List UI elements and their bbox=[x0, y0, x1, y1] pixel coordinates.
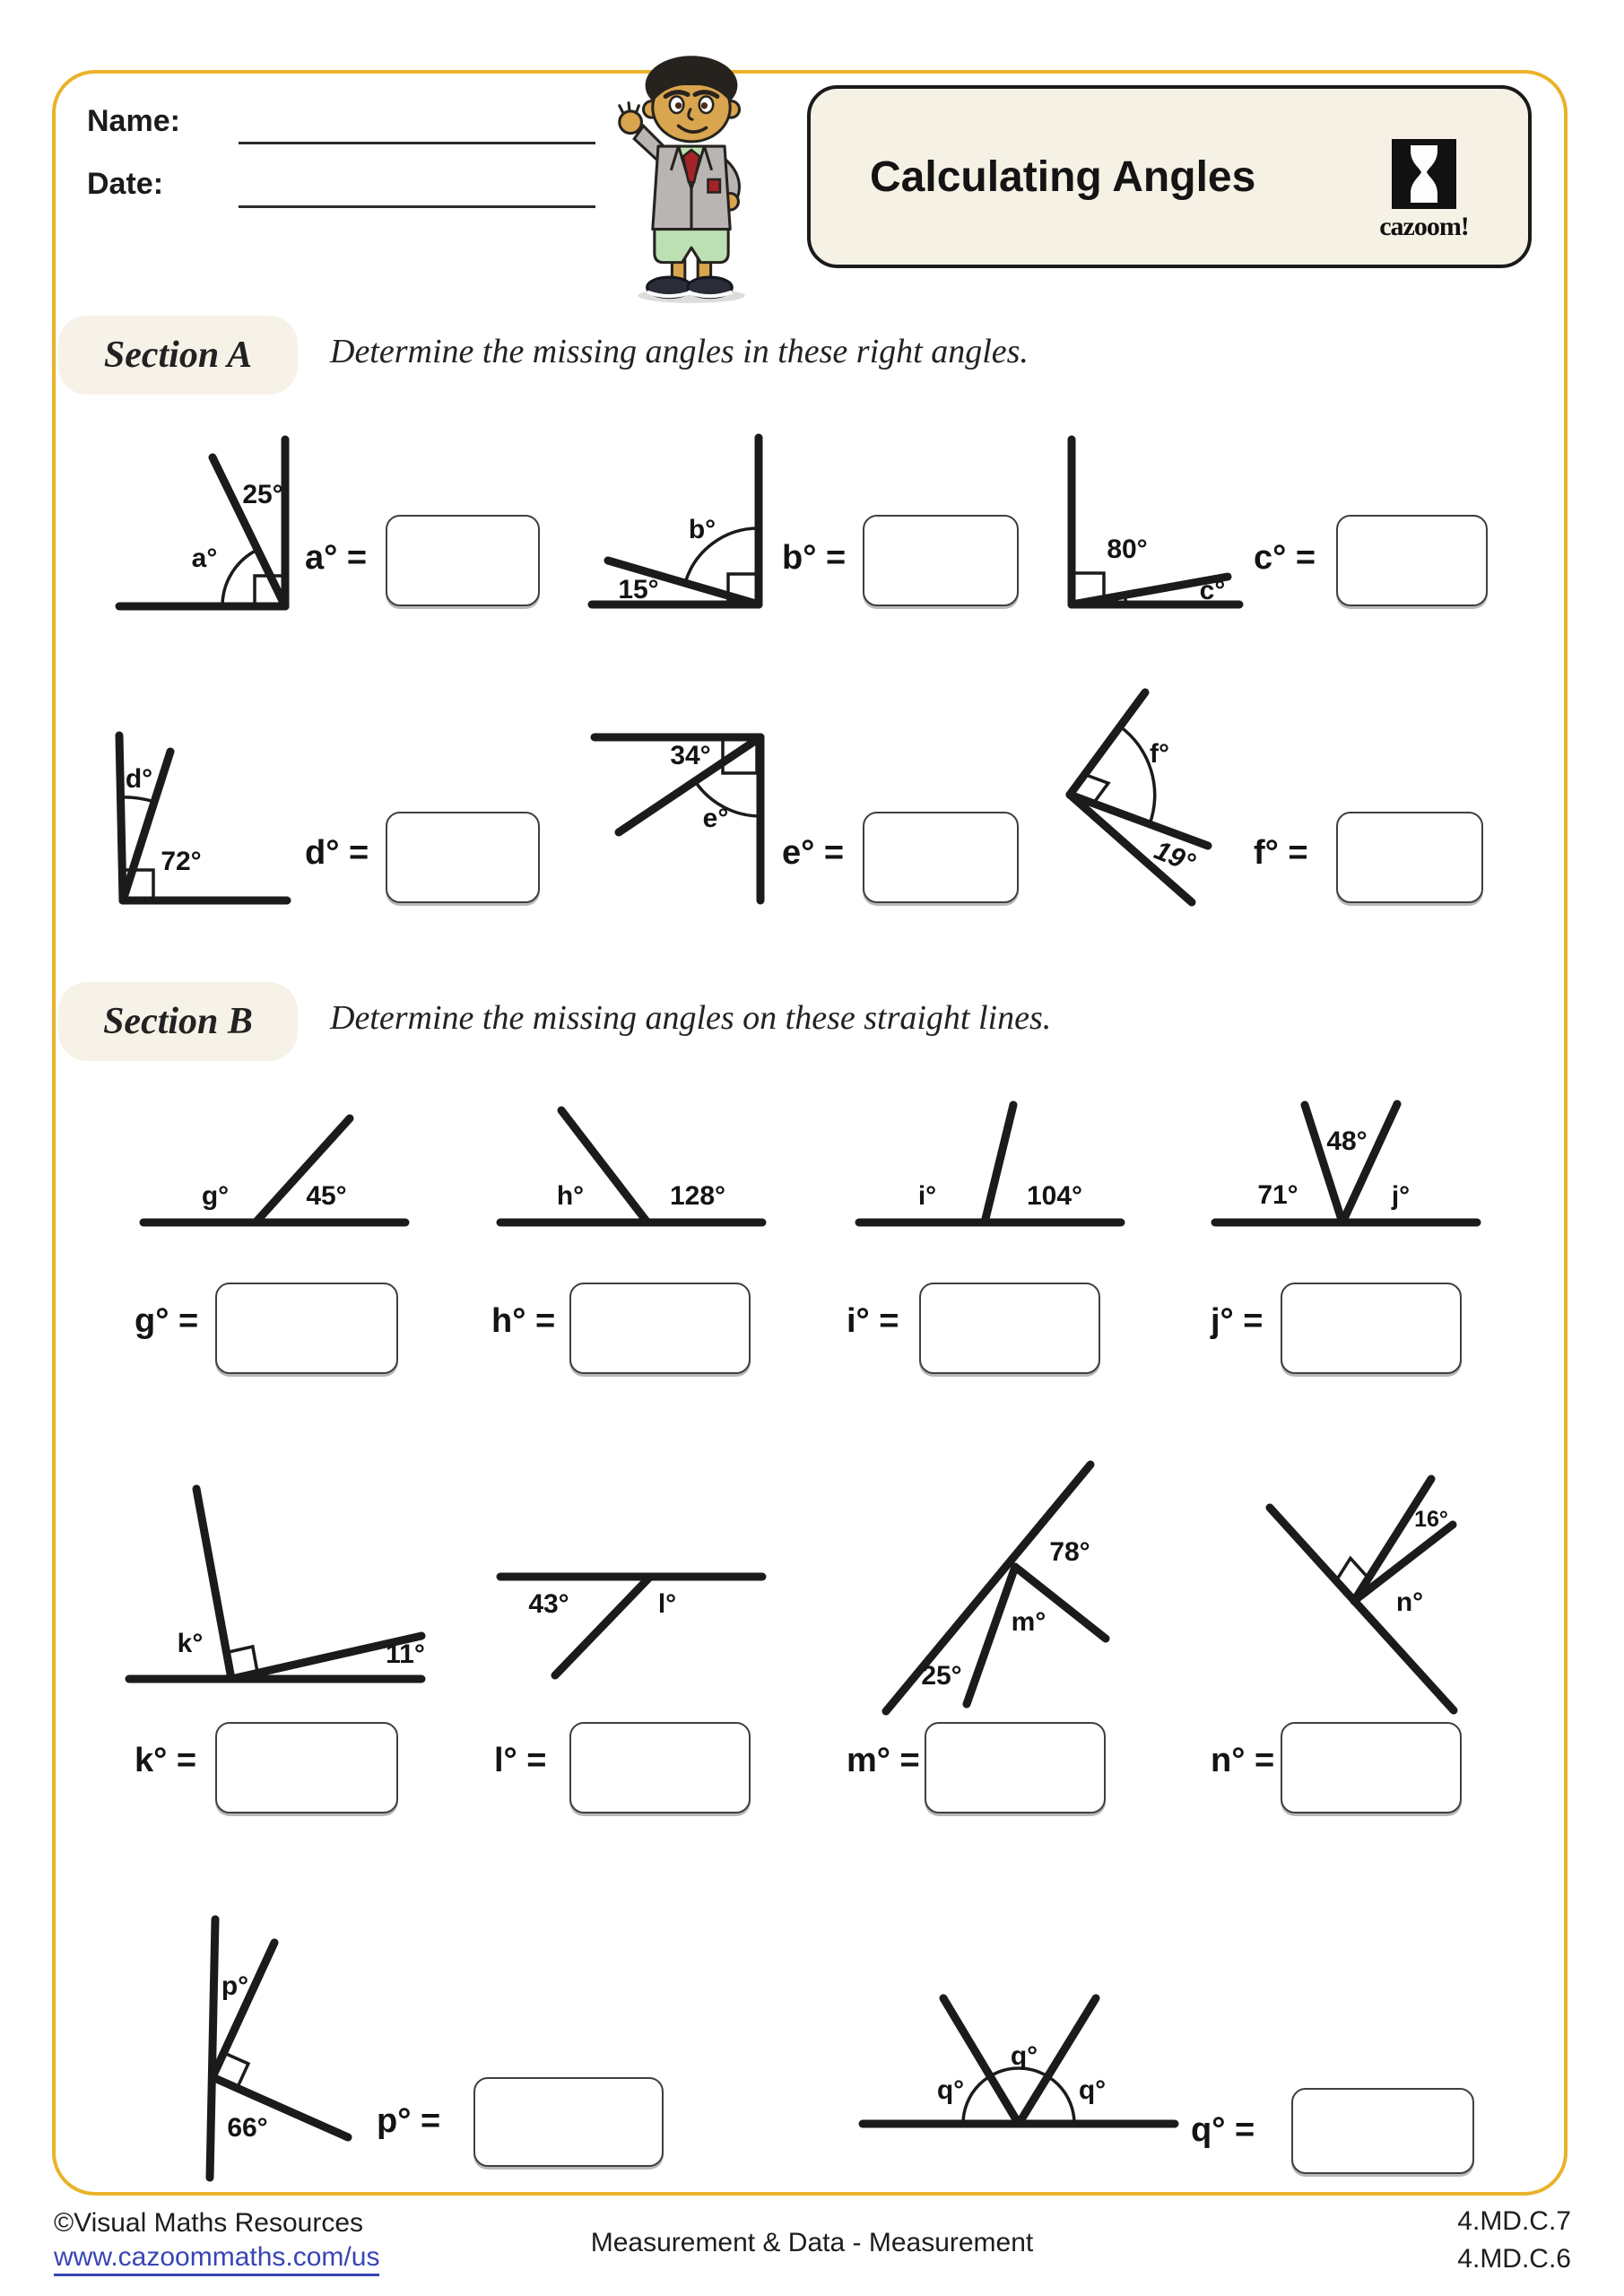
angle-value-label: 78° bbox=[1049, 1537, 1090, 1567]
section-a-instruction: Determine the missing angles in these right angles. bbox=[330, 333, 1029, 370]
unknown-angle-label: q° bbox=[1010, 2041, 1038, 2071]
answer-box-g[interactable] bbox=[215, 1283, 398, 1374]
unknown-angle-label: d° bbox=[125, 764, 153, 794]
unknown-angle-label: g° bbox=[201, 1181, 230, 1211]
angle-value-label: 128° bbox=[669, 1181, 726, 1211]
answer-label-f: f° = bbox=[1254, 834, 1308, 872]
diagram-d bbox=[119, 735, 287, 900]
angle-value-label: 104° bbox=[1026, 1181, 1083, 1211]
diagram-m bbox=[886, 1465, 1106, 1711]
diagram-n bbox=[1270, 1479, 1454, 1710]
section-a-label: Section A bbox=[103, 335, 253, 376]
answer-box-q[interactable] bbox=[1291, 2088, 1474, 2174]
angle-value-label: 25° bbox=[921, 1661, 962, 1691]
footer-standard-1: 4.MD.C.7 bbox=[1457, 2206, 1571, 2236]
diagram-f bbox=[1070, 692, 1208, 902]
right-angle-marker bbox=[1336, 1558, 1368, 1580]
footer-copyright: ©Visual Maths Resources bbox=[54, 2208, 364, 2238]
answer-box-c[interactable] bbox=[1336, 515, 1488, 606]
unknown-angle-label: n° bbox=[1395, 1587, 1424, 1617]
answer-box-m[interactable] bbox=[925, 1722, 1106, 1813]
page-title: Calculating Angles bbox=[870, 152, 1256, 201]
unknown-angle-label: q° bbox=[1078, 2075, 1107, 2105]
answer-label-q: q° = bbox=[1191, 2111, 1255, 2149]
answer-box-h[interactable] bbox=[569, 1283, 751, 1374]
unknown-angle-label: c° bbox=[1199, 576, 1226, 605]
angle-value-label: 15° bbox=[618, 575, 659, 604]
unknown-angle-label: l° bbox=[657, 1589, 677, 1619]
angle-value-label: 19° bbox=[1150, 835, 1200, 879]
diagram-b bbox=[592, 438, 759, 604]
diagram-i bbox=[859, 1105, 1121, 1222]
answer-box-i[interactable] bbox=[919, 1283, 1100, 1374]
diagram-l bbox=[500, 1577, 762, 1675]
unknown-angle-label: b° bbox=[688, 515, 716, 544]
answer-label-j: j° = bbox=[1211, 1302, 1264, 1340]
angle-value-label: 16° bbox=[1414, 1507, 1448, 1532]
answer-label-g: g° = bbox=[135, 1302, 199, 1340]
unknown-angle-label: q° bbox=[936, 2075, 965, 2105]
answer-box-d[interactable] bbox=[386, 812, 540, 903]
unknown-angle-label: f° bbox=[1150, 739, 1169, 769]
unknown-angle-label: i° bbox=[917, 1181, 937, 1211]
angle-value-label: 45° bbox=[306, 1181, 347, 1211]
section-b-label: Section B bbox=[103, 1001, 253, 1042]
answer-label-h: h° = bbox=[491, 1302, 556, 1340]
unknown-angle-label: p° bbox=[221, 1971, 249, 2001]
angle-value-label: 72° bbox=[161, 847, 202, 876]
diagram-c bbox=[1072, 439, 1239, 605]
unknown-angle-label: m° bbox=[1011, 1607, 1046, 1637]
footer-category: Measurement & Data - Measurement bbox=[590, 2228, 1034, 2257]
answer-box-l[interactable] bbox=[569, 1722, 751, 1813]
answer-box-a[interactable] bbox=[386, 515, 540, 606]
answer-label-a: a° = bbox=[305, 539, 368, 577]
answer-box-k[interactable] bbox=[215, 1722, 398, 1813]
answer-box-e[interactable] bbox=[863, 812, 1019, 903]
angle-value-label: 43° bbox=[528, 1589, 569, 1619]
angle-value-label: 25° bbox=[242, 480, 283, 509]
unknown-angle-label: j° bbox=[1391, 1181, 1411, 1211]
answer-box-b[interactable] bbox=[863, 515, 1019, 606]
answer-label-d: d° = bbox=[305, 834, 369, 872]
diagram-k bbox=[129, 1489, 425, 1679]
answer-label-k: k° = bbox=[135, 1742, 197, 1779]
answer-label-b: b° = bbox=[782, 539, 847, 577]
section-b-instruction: Determine the missing angles on these straight lines. bbox=[330, 999, 1052, 1037]
angle-value-label: 48° bbox=[1326, 1126, 1368, 1156]
unknown-angle-label: h° bbox=[556, 1181, 585, 1211]
diagram-j bbox=[1215, 1104, 1477, 1222]
unknown-angle-label: a° bbox=[191, 544, 218, 573]
diagram-p bbox=[210, 1919, 348, 2178]
unknown-angle-label: k° bbox=[177, 1629, 204, 1658]
diagram-q bbox=[863, 1998, 1175, 2124]
answer-label-e: e° = bbox=[782, 834, 845, 872]
answer-label-m: m° = bbox=[847, 1742, 920, 1779]
footer-url-link[interactable]: www.cazoommaths.com/us bbox=[54, 2242, 379, 2276]
footer-standard-2: 4.MD.C.6 bbox=[1457, 2244, 1571, 2274]
diagram-h bbox=[500, 1110, 762, 1222]
diagram-a bbox=[119, 439, 285, 606]
answer-label-i: i° = bbox=[847, 1302, 899, 1340]
angle-value-label: 71° bbox=[1257, 1180, 1298, 1210]
answer-box-j[interactable] bbox=[1281, 1283, 1462, 1374]
name-label: Name: bbox=[87, 104, 180, 138]
angle-value-label: 80° bbox=[1107, 535, 1148, 564]
answer-box-p[interactable] bbox=[473, 2077, 664, 2167]
angle-value-label: 66° bbox=[227, 2113, 268, 2143]
diagram-g bbox=[143, 1118, 405, 1222]
answer-box-n[interactable] bbox=[1281, 1722, 1462, 1813]
unknown-angle-label: e° bbox=[702, 804, 729, 833]
cazoom-logo-text: cazoom! bbox=[1379, 212, 1469, 241]
date-label: Date: bbox=[87, 167, 164, 201]
answer-label-c: c° = bbox=[1254, 539, 1316, 577]
answer-label-l: l° = bbox=[494, 1742, 547, 1779]
answer-box-f[interactable] bbox=[1336, 812, 1483, 903]
answer-label-n: n° = bbox=[1211, 1742, 1275, 1779]
angle-value-label: 11° bbox=[386, 1639, 425, 1669]
answer-label-p: p° = bbox=[377, 2102, 441, 2140]
angle-value-label: 34° bbox=[670, 741, 711, 770]
diagram-e bbox=[595, 737, 760, 900]
